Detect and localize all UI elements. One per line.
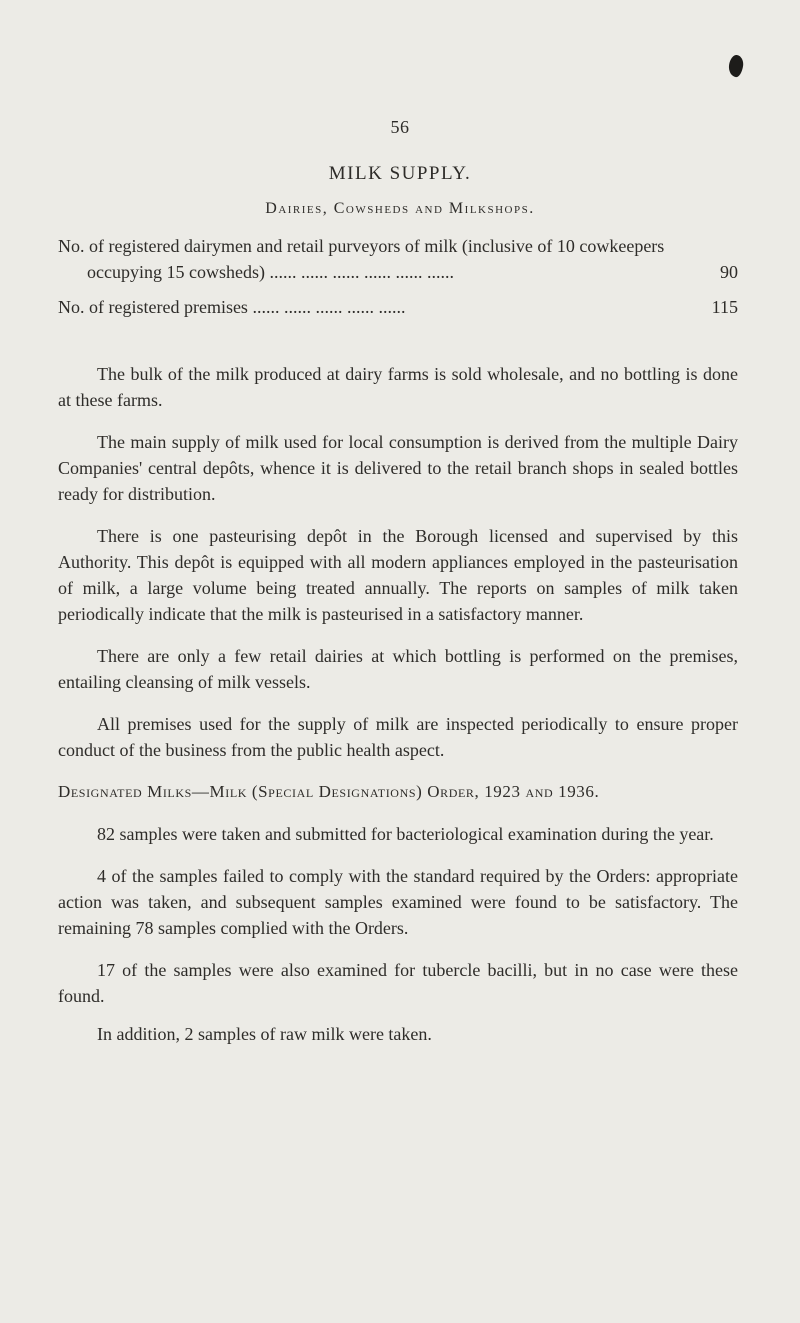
- stat-label: No. of registered premises ...... ...... ...... ...... ......: [58, 297, 406, 317]
- stat-label: No. of registered dairymen and retail purveyors of milk (inclusive of 10 cowkeepers occupying 15 cowsheds) ...... ...... ...... ...... ...... ......: [58, 236, 665, 282]
- paragraph-samples-taken: 82 samples were taken and submitted for bacteriological examination during the year.: [97, 824, 714, 844]
- page-number: 56: [390, 117, 410, 137]
- ink-blot-mark: [728, 54, 745, 78]
- paragraph-bulk-milk: The bulk of the milk produced at dairy farms is sold wholesale, and no bottling is done at these farms.: [58, 364, 738, 410]
- stat-row-premises: [58, 294, 738, 320]
- paragraph-retail-dairies: There are only a few retail dairies at which bottling is performed on the premises, entailing cleansing of milk vessels.: [58, 646, 738, 692]
- paragraph-tubercle-bacilli: 17 of the samples were also examined for tubercle bacilli, but in no case were these found.: [58, 960, 738, 1006]
- paragraph-samples-failed: 4 of the samples failed to comply with the standard required by the Orders: appropriate action was taken, and subsequent samples examined were found to be satisfactory. The remaining 78 samples complied with the Orders.: [58, 866, 738, 938]
- paragraph-main-supply: The main supply of milk used for local consumption is derived from the multiple Dairy Companies' central depôts, whence it is delivered to the retail branch shops in sealed bottles ready for distribution.: [58, 432, 738, 504]
- statistics-list: [58, 233, 738, 329]
- paragraph-raw-milk: In addition, 2 samples of raw milk were taken.: [97, 1024, 432, 1044]
- paragraph-premises-inspection: All premises used for the supply of milk are inspected periodically to ensure proper conduct of the business from the public health aspect.: [58, 714, 738, 760]
- section-subtitle: Dairies, Cowsheds and Milkshops.: [265, 200, 535, 217]
- body-text: [58, 361, 738, 1063]
- stat-value: 90: [720, 262, 738, 282]
- stat-value: 115: [711, 297, 738, 317]
- paragraph-pasteurising-depot: There is one pasteurising depôt in the Borough licensed and supervised by this Authority. This depôt is equipped with all modern appliances employed in the pasteurisation of milk, a large volume being treated annually. The reports on samples of milk taken periodically indicate that the milk is pasteurised in a satisfactory manner.: [58, 526, 738, 624]
- page-title: MILK SUPPLY.: [328, 163, 472, 184]
- stat-row-dairymen: [58, 233, 738, 285]
- designated-milks-heading: Designated Milks—Milk (Special Designations) Order, 1923 and 1936.: [58, 782, 600, 801]
